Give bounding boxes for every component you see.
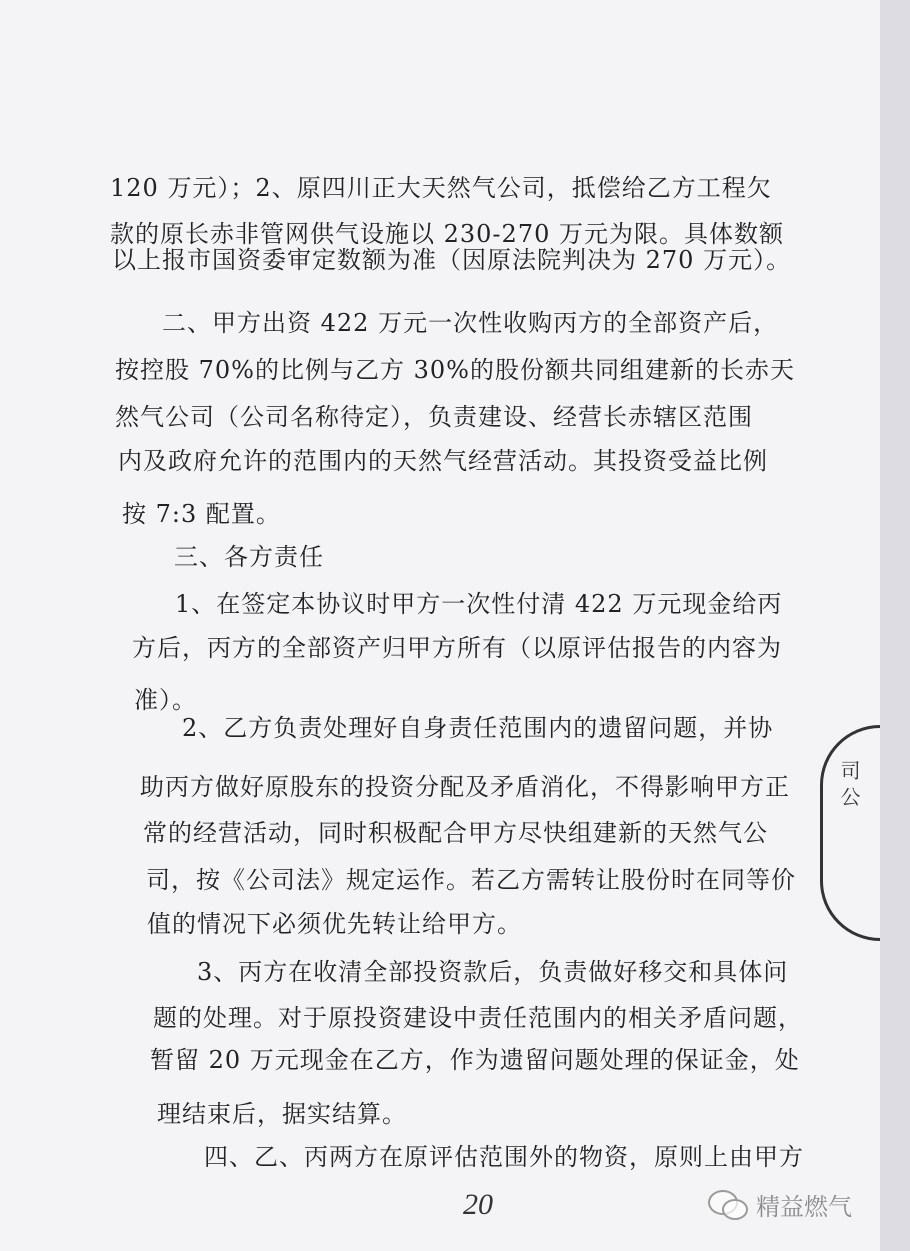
- text-line: 值的情况下必须优先转让给甲方。: [147, 910, 522, 938]
- text-line: 方后，丙方的全部资产归甲方所有（以原评估报告的内容为: [132, 634, 782, 662]
- watermark-text: 精益燃气: [756, 1192, 852, 1221]
- text-line: 暂留 20 万元现金在乙方，作为遗留问题处理的保证金，处: [150, 1046, 800, 1074]
- text-line: 三、各方责任: [174, 543, 324, 571]
- seal-lettering: 司 公: [837, 760, 861, 807]
- text-line: 款的原长赤非管网供气设施以 230-270 万元为限。具体数额: [110, 220, 784, 248]
- text-line: 准）。: [134, 686, 197, 714]
- text-line: 司，按《公司法》规定运作。若乙方需转让股份时在同等价: [146, 866, 796, 894]
- text-line: 常的经营活动，同时积极配合甲方尽快组建新的天然气公: [143, 819, 768, 847]
- text-line: 理结束后，据实结算。: [157, 1100, 407, 1128]
- text-line: 四、乙、丙两方在原评估范围外的物资，原则上由甲方: [204, 1143, 804, 1171]
- text-line: 助丙方做好原股东的投资分配及矛盾消化，不得影响甲方正: [140, 773, 790, 801]
- page-number: 20: [463, 1188, 493, 1221]
- scan-margin: [880, 0, 910, 1251]
- text-line: 按控股 70%的比例与乙方 30%的股份额共同组建新的长赤天: [115, 356, 795, 384]
- text-line: 然气公司（公司名称待定），负责建设、经营长赤辖区范围: [115, 403, 753, 431]
- text-line: 2、乙方负责处理好自身责任范围内的遗留问题，并协: [182, 714, 774, 742]
- text-line: 按 7:3 配置。: [122, 500, 281, 528]
- watermark: [708, 1186, 852, 1222]
- text-line: 120 万元）；2、原四川正大天然气公司，抵偿给乙方工程欠: [110, 174, 772, 202]
- text-line: 二、甲方出资 422 万元一次性收购丙方的全部资产后，: [162, 309, 779, 337]
- text-line: 3、丙方在收清全部投资款后，负责做好移交和具体问: [197, 958, 789, 986]
- official-seal: [820, 725, 883, 941]
- text-line: 题的处理。对于原投资建设中责任范围内的相关矛盾问题，: [153, 1004, 803, 1032]
- wechat-icon: [708, 1188, 748, 1220]
- text-line: 内及政府允许的范围内的天然气经营活动。其投资受益比例: [118, 447, 768, 475]
- text-line: 以上报市国资委审定数额为准（因原法院判决为 270 万元）。: [112, 246, 792, 274]
- text-line: 1、在签定本协议时甲方一次性付清 422 万元现金给丙: [175, 590, 783, 618]
